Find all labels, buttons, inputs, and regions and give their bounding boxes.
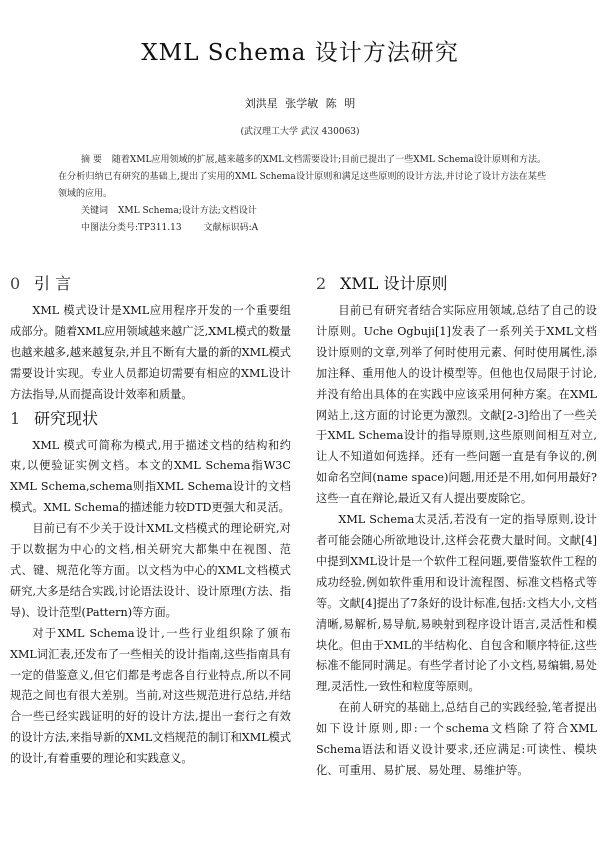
section-title: XML 设计原则: [340, 274, 448, 293]
status-paragraph-3: 对于XML Schema设计,一些行业组织除了颁布XML词汇表,还发布了一些相关的设计指南,这些指南具有一定的借鉴意义,但它们都是考虑各自行业特点,所以不同规范之间也有很大差别。当前,对这些规范进行总结,并结合一些已经实践证明的好的设计方法,提出一套行之有效的设计方法,来指导新的XML文档规范的制订和XML模式的设计,有着重要的理论和实践意义。: [10, 626, 292, 766]
section-number: 1: [10, 408, 21, 428]
principles-paragraph-3: 在前人研究的基础上,总结自己的实践经验,笔者提出如下设计原则,即:一个schema文档除了符合XML Schema语法和语义设计要求,还应满足:可读性、模块化、可重用、易扩展、易处理、易维护等。: [316, 701, 597, 777]
keywords-line: [81, 203, 546, 220]
paper-title: XML Schema 设计方法研究: [141, 40, 459, 66]
affiliation: (武汉理工大学 武汉 430063): [240, 127, 360, 137]
class-value: TP311.13: [138, 223, 182, 233]
intro-paragraph: XML 模式设计是XML应用程序开发的一个重要组成部分。随着XML应用领域越来越广泛,XML模式的数量也越来越多,越来越复杂,并且不断有大量的新的XML模式需要设计实现。专业人员都迫切需要有相应的XML设计方法指导,从而提高设计效率和质量。: [10, 304, 292, 401]
abstract-paragraph: [58, 152, 546, 203]
status-paragraph-2: 目前已有不少关于设计XML文档模式的理论研究,对于以数据为中心的文档,相关研究大都集中在视图、范式、键、规范化等方面。以文档为中心的XML文档模式研究,大多是结合实践,讨论语法设计、设计原理(方法、指导)、设计范型(Pattern)等方面。: [10, 522, 291, 619]
doc-code-value: A: [251, 223, 259, 233]
section-heading-research-status: [10, 407, 291, 431]
section-heading-introduction: [10, 272, 291, 296]
right-column: [316, 272, 597, 782]
section-number: 0: [10, 274, 21, 293]
keywords-value: XML Schema;设计方法;文档设计: [118, 206, 257, 216]
section-title: 引 言: [34, 274, 72, 293]
keywords-label: 关键词: [81, 206, 109, 216]
left-column: [10, 272, 291, 770]
abstract-text: 随着XML应用领域的扩展,越来越多的XML文档需要设计;目前已提出了一些XML Schema设计原则和方法。在分析归纳已有研究的基础上,提出了实用的XML Schema设计原则和满足这些原则的设计方法,并讨论了设计方法在某些领域的应用。: [58, 155, 546, 199]
author-list: 刘洪星 张学敏 陈 明: [244, 97, 356, 110]
status-paragraph-1: XML 模式可简称为模式,用于描述文档的结构和约束,以便验证实例文档。本文的XML Schema指W3C XML Schema,schema则指XML Schema设计的文档模式。XML Schema的描述能力较DTD更强大和灵活。: [10, 438, 291, 515]
principles-paragraph-2: XML Schema太灵活,若没有一定的指导原则,设计者可能会随心所欲地设计,这样会花费大量时间。文献[4]中提到XML设计是一个软件工程问题,要借鉴软件工程的成功经验,例如软件重用和设计流程图、标准文档格式等等。文献[4]提出了7条好的设计标准,包括:文档大小,文档清晰,易解析,易导航,易映射到程序设计语言,灵活性和模块化。但由于XML的半结构化、自包含和顺序特征,这些标准不能同时满足。有些学者讨论了小文档,易编辑,易处理,灵活性,一致性和粒度等原则。: [316, 513, 597, 694]
section-title: 研究现状: [34, 408, 99, 428]
abstract-label: 摘 要: [81, 155, 102, 165]
abstract-block: [58, 152, 546, 237]
doc-code-label: 文献标识码:: [203, 223, 252, 233]
principles-paragraph-1: 目前已有研究者结合实际应用领域,总结了自己的设计原则。Uche Ogbuji[1]发表了一系列关于XML文档设计原则的文章,列举了何时使用元素、何时使用属性,添加注释、重用他人的设计模型等。但他也仅局限于讨论,并没有给出具体的在实践中应该采用何种方案。在XML网站上,这方面的讨论更为激烈。文献[2-3]给出了一些关于XML Schema设计的指导原则,这些原则间相互对立,让人不知道如何选择。还有一些问题一直是有争议的,例如命名空间(name space)问题,用还是不用,如何用最好?这些一直在辩论,最近又有人提出要废除它。: [316, 304, 597, 506]
classification-line: [81, 220, 546, 237]
class-label: 中图法分类号:: [81, 223, 139, 233]
section-number: 2: [316, 274, 327, 293]
section-heading-design-principles: [316, 272, 597, 296]
